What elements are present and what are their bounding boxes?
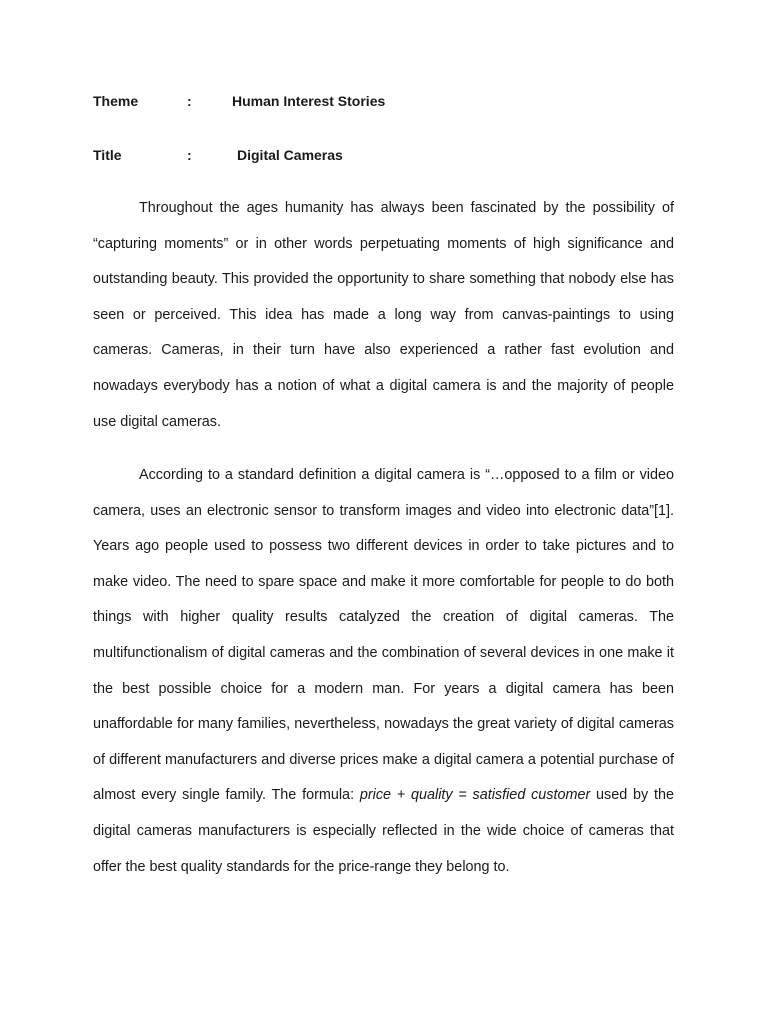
paragraph-definition-text: According to a standard definition a digital camera is “…opposed to a film or video camera, uses an electronic sensor to transform images and video into electronic data”[1]. Years ago people used to possess two different devices in order to take pictures and to make video. The need to spare space and make it more comfortable for people to do both things with higher quality results catalyzed the creation of digital cameras. The multifunctionalism of digital cameras and the combination of several devices in one make it the best possible choice for a modern man. For years a digital camera has been unaffordable for many families, nevertheless, nowadays the great variety of digital cameras of different manufacturers and diverse prices make a digital camera a potential purchase of almost every single family. The formula: bbox=[93, 467, 674, 804]
theme-colon: : bbox=[187, 93, 192, 109]
title-value: Digital Cameras bbox=[237, 147, 343, 163]
paragraph-intro: Throughout the ages humanity has always been fascinated by the possibility of “capturing moments” or in other words perpetuating moments of high significance and outstanding beauty. This provided the opportunity to share something that nobody else has seen or perceived. This idea has made a long way from canvas-paintings to using cameras. Cameras, in their turn have also experienced a rather fast evolution and nowadays everybody has a notion of what a digital camera is and the majority of people use digital cameras. bbox=[93, 200, 674, 430]
title-label: Title bbox=[93, 147, 122, 163]
theme-value: Human Interest Stories bbox=[232, 93, 386, 109]
formula-text: price + quality = satisfied customer bbox=[359, 787, 591, 804]
title-colon: : bbox=[187, 147, 192, 163]
paragraph-definition-end: used by the digital cameras manufacturers is especially reflected in the wide choice of cameras that offer the best quality standards for the price-range they belong to. bbox=[93, 787, 675, 875]
paragraph-definition bbox=[93, 458, 674, 885]
theme-label: Theme bbox=[93, 93, 139, 109]
